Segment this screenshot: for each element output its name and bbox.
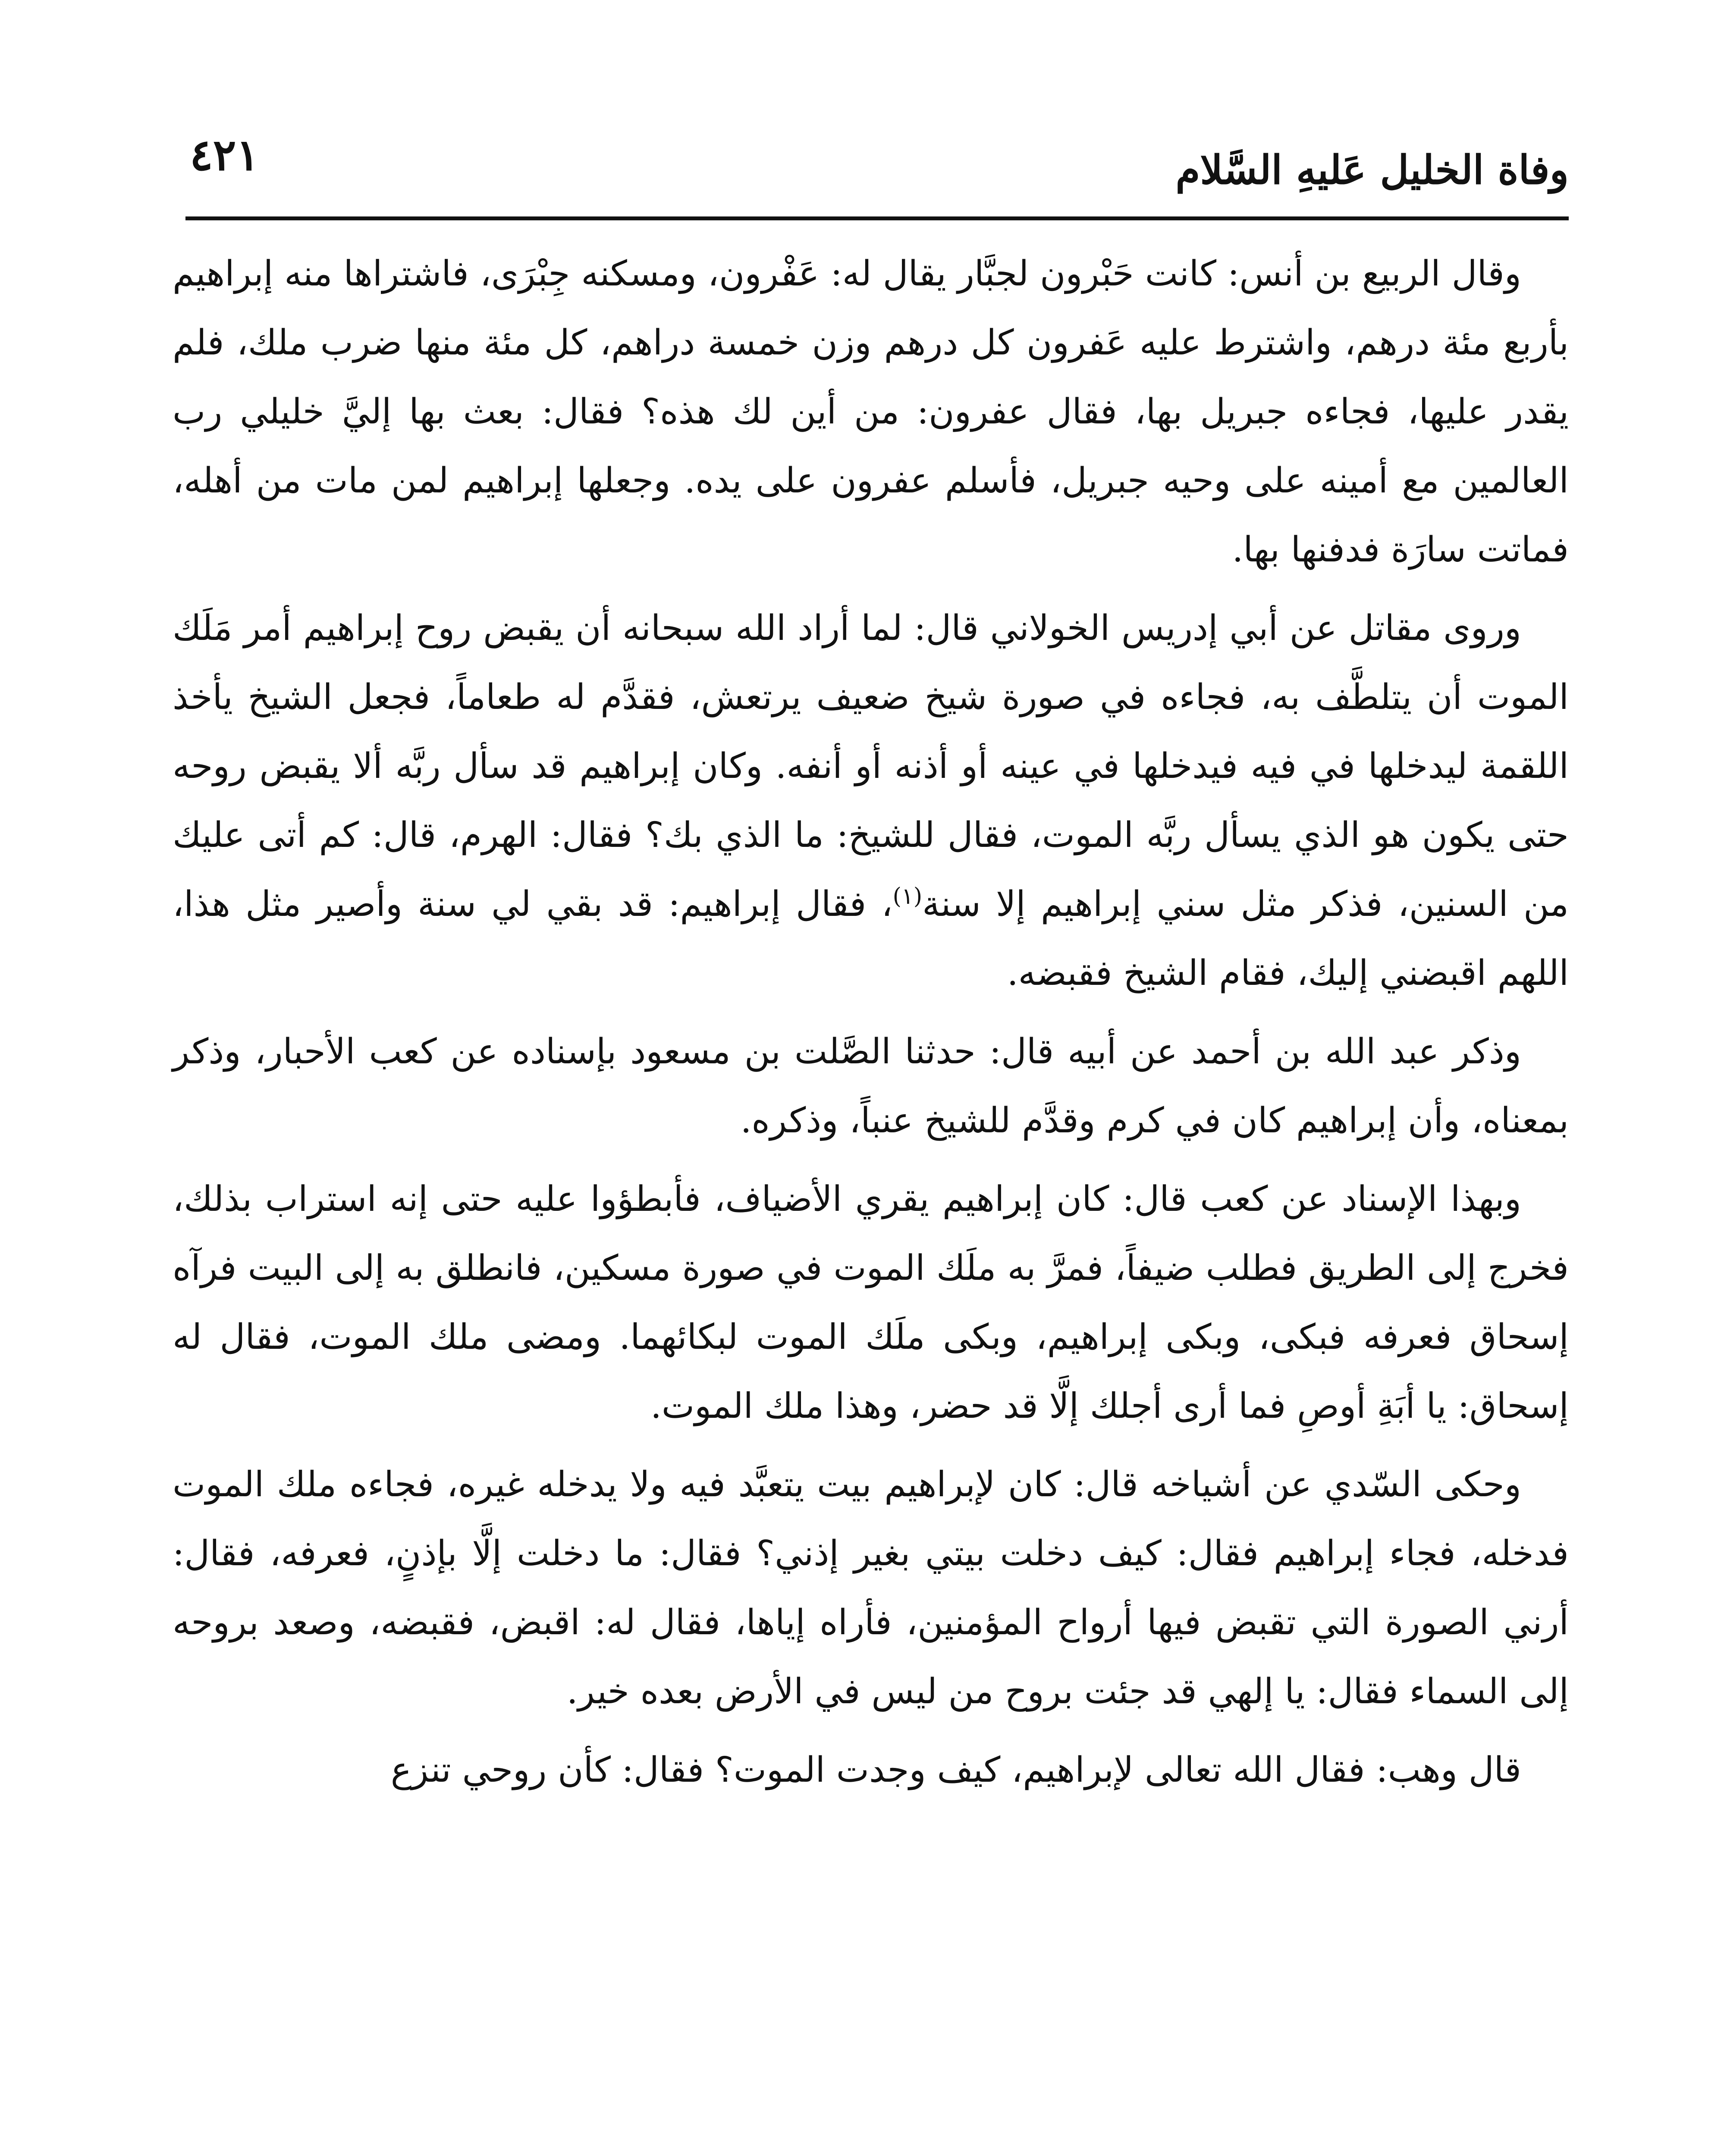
paragraph-1: وقال الربيع بن أنس: كانت حَبْرون لجبَّار يقال له: عَفْرون، ومسكنه جِبْرَى، فاشتراها منه إبراهيم بأربع مئة درهم، واشترط عليه عَفرون كل درهم وزن خمسة دراهم، كل مئة منها ضرب ملك، فلم يقدر عليها، فجاءه جبريل بها، فقال عفرون: من أين لك هذه؟ فقال: بعث بها إليَّ خليلي رب العالمين مع أمينه على وحيه جبريل، فأسلم عفرون على يده. وجعلها إبراهيم لمن مات من أهله، فماتت سارَة فدفنها بها.	[173, 254, 1569, 570]
main-text	[173, 239, 1569, 1814]
page-header	[190, 116, 1569, 203]
paragraph-2	[173, 594, 1569, 1008]
paragraph-6: قال وهب: فقال الله تعالى لإبراهيم، كيف وجدت الموت؟ فقال: كأن روحي تنزع	[390, 1750, 1521, 1790]
header-rule	[185, 216, 1569, 220]
paragraph-4: وبهذا الإسناد عن كعب قال: كان إبراهيم يقري الأضياف، فأبطؤوا عليه حتى إنه استراب بذلك، فخرج إلى الطريق فطلب ضيفاً، فمرَّ به ملَك الموت في صورة مسكين، فانطلق به إلى البيت فرآه إسحاق فعرفه فبكى، وبكى إبراهيم، وبكى ملَك الموت لبكائهما. ومضى ملك الموت، فقال له إسحاق: يا أبَةِ أوصِ فما أرى أجلك إلَّا قد حضر، وهذا ملك الموت.	[173, 1179, 1569, 1426]
paragraph-5: وحكى السّدي عن أشياخه قال: كان لإبراهيم بيت يتعبَّد فيه ولا يدخله غيره، فجاءه ملك الموت فدخله، فجاء إبراهيم فقال: كيف دخلت بيتي بغير إذني؟ فقال: ما دخلت إلَّا بإذنٍ، فعرفه، فقال: أرني الصورة التي تقبض فيها أرواح المؤمنين، فأراه إياها، فقال له: اقبض، فقبضه، وصعد بروحه إلى السماء فقال: يا إلهي قد جئت بروح من ليس في الأرض بعده خير.	[173, 1464, 1569, 1712]
paragraph-3: وذكر عبد الله بن أحمد عن أبيه قال: حدثنا الصَّلت بن مسعود بإسناده عن كعب الأحبار، وذكر بمعناه، وأن إبراهيم كان في كرم وقدَّم للشيخ عنباً، وذكره.	[173, 1031, 1569, 1141]
paragraph-2-continuation: ، فقال إبراهيم: قد بقي لي سنة وأصير مثل هذا، اللهم اقبضني إليك، فقام الشيخ فقبضه.	[173, 884, 1569, 993]
paragraph-2-text: وروى مقاتل عن أبي إدريس الخولاني قال: لما أراد الله سبحانه أن يقبض روح إبراهيم أمر مَلَك الموت أن يتلطَّف به، فجاءه في صورة شيخ ضعيف يرتعش، فقدَّم له طعاماً، فجعل الشيخ يأخذ اللقمة ليدخلها في فيه فيدخلها في عينه أو أذنه أو أنفه. وكان إبراهيم قد سأل ربَّه ألا يقبض روحه حتى يكون هو الذي يسأل ربَّه الموت، فقال للشيخ: ما الذي بك؟ فقال: الهرم، قال: كم أتى عليك من السنين، فذكر مثل سني إبراهيم إلا سنة	[173, 608, 1569, 924]
running-title: وفاة الخليل عَليهِ السَّلام	[1175, 147, 1569, 193]
page-number: ٤٢١	[190, 129, 260, 180]
footnote-reference: (١)	[892, 884, 923, 909]
